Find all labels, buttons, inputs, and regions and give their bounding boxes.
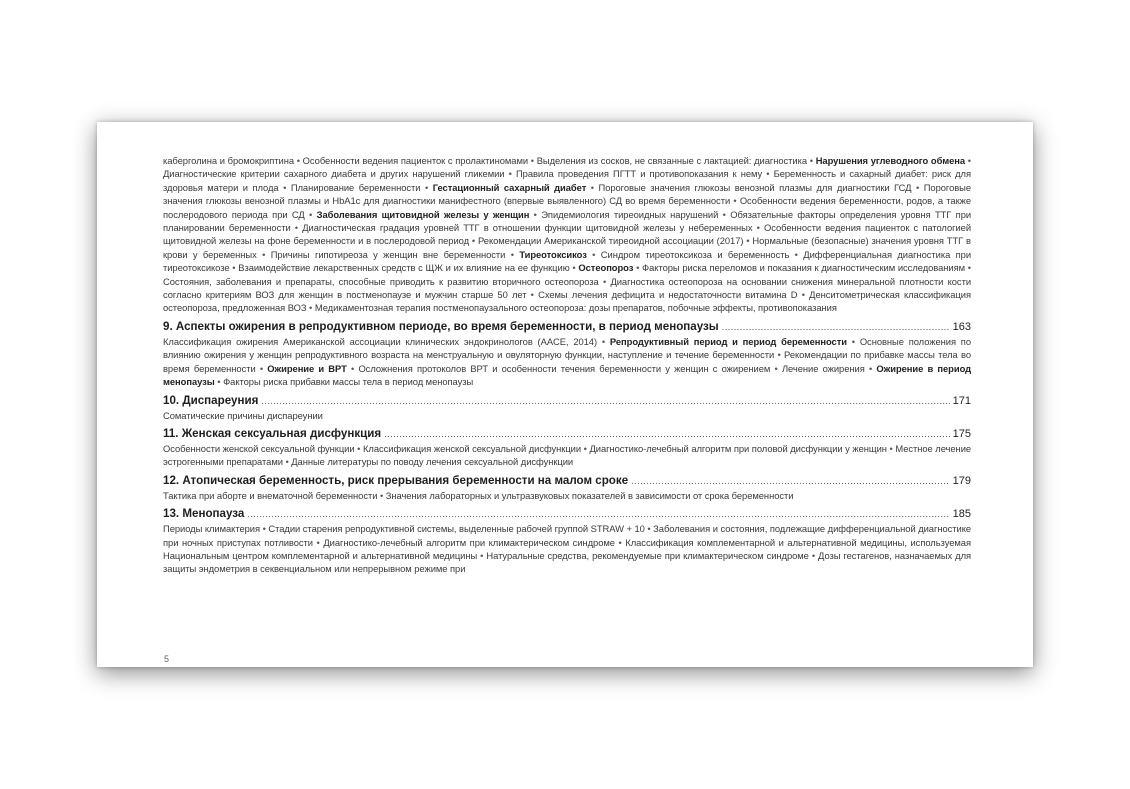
topic-item: Особенности ведения пациенток с патологией щитовидной железы на фоне беременности и в послеродовой период (163, 222, 972, 247)
topic-item: Заболевания и состояния, подлежащие дифференциальной диагностике при ночных приступах потливости (163, 523, 972, 548)
topic-item: Медикаментозная терапия постменопаузального остеопороза: дозы препаратов, побочные эффекты, противопоказания (314, 302, 837, 314)
section-heading[interactable] (163, 506, 971, 522)
bullet-separator: • (528, 155, 537, 166)
topic-item: Лечение ожирения (781, 362, 865, 374)
bullet-separator: • (477, 549, 487, 561)
topic-item: Рекомендации Американской тиреоидной ассоциации (2017) (478, 235, 744, 247)
section-page-number: 179 (952, 474, 971, 487)
bullet-separator: • (282, 456, 292, 468)
bullet-separator: • (886, 442, 896, 454)
topic-item: Осложнения протоколов ВРТ и особенности течения беременности у женщин с ожирением (358, 362, 771, 374)
bullet-separator: • (304, 208, 317, 220)
topic-item: Особенности ведения пациенток с пролактиномами (302, 155, 529, 166)
dot-leader (722, 320, 950, 335)
topic-item: Местное лечение эстрогенными препаратами (163, 442, 972, 468)
topic-item: Натуральные средства, рекомендуемые при климактерическом синдроме (486, 549, 809, 561)
bullet-separator: • (581, 442, 590, 454)
book-page (97, 122, 1033, 667)
topic-item: Классификация комплементарной и альтернативной медицины, используемая Национальным центром комплементарной и альтернативной медицины (163, 536, 971, 561)
topic-item: Причины гипотиреоза у женщин вне беременности (270, 248, 506, 260)
bullet-separator: • (214, 376, 224, 388)
topic-item: Диагностико-лечебный алгоритм при половой дисфункции у женщин (589, 442, 887, 454)
subsection-heading: Заболевания щитовидной железы у женщин (316, 208, 530, 220)
bullet-separator: • (864, 362, 877, 374)
section-page-number: 175 (952, 427, 971, 440)
bullet-separator: • (256, 248, 271, 260)
bullet-separator: • (718, 208, 731, 220)
topic-item: каберголина и бромокриптина (163, 155, 294, 166)
topic-item: Диагностика остеопороза на основании снижения минеральной плотности кости согласно критериям ВОЗ для женщин в постменопаузе и мужчин старше 50 лет (163, 275, 972, 301)
topic-item: Тактика при аборте и внематочной беременности (163, 489, 378, 501)
bullet-separator: • (505, 248, 520, 260)
bullet-separator: • (278, 181, 291, 193)
topic-item: Планирование беременности (290, 181, 421, 193)
page-number: 5 (164, 654, 170, 664)
bullet-separator: • (965, 262, 971, 274)
section-topics (163, 442, 971, 469)
section-page-number: 171 (952, 394, 971, 407)
topic-item: Дифференциальная диагностика при тиреотоксикозе (163, 248, 972, 274)
section-heading[interactable] (163, 319, 971, 335)
section-title: 11. Женская сексуальная дисфункция (163, 426, 382, 440)
topic-item: Основные положения по влиянию ожирения у женщин репродуктивного возраста на менструальную и овуляторную функции, наступление и течение беременности (163, 335, 971, 361)
table-of-contents (163, 154, 971, 576)
topic-item: Стадии старения репродуктивной системы, выделенные рабочей группой STRAW + 10 (268, 523, 645, 535)
topic-item: Схемы лечения дефицита и недостаточности витамина D (538, 289, 798, 301)
section-page-number: 163 (952, 320, 971, 333)
topic-item: Диагностические критерии сахарного диабета и других нарушений гликемии (163, 168, 505, 180)
section-title: 9. Аспекты ожирения в репродуктивном периоде, во время беременности, в период менопаузы (163, 319, 719, 333)
bullet-separator: • (911, 181, 924, 193)
section-heading[interactable] (163, 473, 971, 489)
bullet-separator: • (346, 362, 359, 374)
subsection-heading: Нарушения углеводного обмена (815, 155, 966, 166)
bullet-separator: • (377, 489, 386, 501)
topic-item: Пороговые значения глюкозы венозной плазмы и HbA1c для диагностики манифестного (впервые выявленного) СД во время беременности (163, 181, 972, 207)
section-title: 12. Атопическая беременность, риск прерывания беременности на малом сроке (163, 473, 629, 487)
dot-leader (261, 394, 949, 409)
subsection-heading: Ожирение и ВРТ (267, 362, 347, 374)
subsection-heading: Ожирение в период менопаузы (163, 362, 972, 388)
dot-leader (247, 507, 949, 522)
topic-item: Выделения из сосков, не связанные с лактацией: диагностика (536, 155, 808, 166)
bullet-separator: • (965, 155, 971, 166)
dot-leader (631, 474, 949, 489)
bullet-separator: • (770, 362, 782, 374)
bullet-separator: • (260, 523, 269, 535)
bullet-separator: • (614, 536, 626, 548)
section-page-number: 185 (952, 508, 971, 521)
bullet-separator: • (633, 262, 643, 274)
bullet-separator: • (306, 302, 315, 314)
bullet-separator: • (807, 155, 816, 166)
bullet-separator: • (808, 549, 819, 561)
topic-item: Факторы риска прибавки массы тела в период менопаузы (223, 376, 474, 388)
bullet-separator: • (598, 275, 611, 287)
section-topics (163, 522, 971, 576)
bullet-separator: • (529, 208, 542, 220)
topic-item: Классификация женской сексуальной дисфункции (363, 442, 582, 454)
bullet-separator: • (293, 155, 303, 166)
bullet-separator: • (752, 222, 765, 234)
bullet-separator: • (586, 248, 601, 260)
bullet-separator: • (290, 222, 303, 234)
topic-item: Факторы риска переломов и показания к диагностическим исследованиям (642, 262, 966, 274)
topic-item: Состояния, заболевания и препараты, способные приводить к развитию вторичного остеопороза (163, 275, 599, 287)
topic-item: Периоды климактерия (163, 523, 261, 535)
bullet-separator: • (586, 181, 599, 193)
topic-item: Особенности женской сексуальной функции (163, 442, 355, 454)
bullet-separator: • (312, 536, 324, 548)
bullet-separator: • (846, 335, 860, 347)
topic-item: Значения лабораторных и ультразвуковых показателей в зависимости от срока беременности (385, 489, 794, 501)
topic-item: Эпидемиология тиреоидных нарушений (541, 208, 719, 220)
bullet-separator: • (730, 195, 740, 207)
topic-item: Беременность и сахарный диабет: риск для здоровья матери и плода (163, 168, 971, 193)
bullet-separator: • (797, 289, 810, 301)
section-heading[interactable] (163, 393, 971, 409)
bullet-separator: • (597, 335, 610, 347)
sections-list (163, 319, 971, 576)
subsection-heading: Остеопороз (578, 262, 634, 274)
topic-item: Дозы гестагенов, назначаемых для защиты эндометрия в секвенциальном или непрерывном режиме при (163, 549, 972, 575)
bullet-separator: • (526, 289, 539, 301)
bullet-separator: • (762, 168, 774, 180)
bullet-separator: • (789, 248, 804, 260)
topic-item: Рекомендации по прибавке массы тела во время беременности (163, 349, 972, 374)
subsection-heading: Тиреотоксикоз (519, 248, 587, 260)
dot-leader (384, 427, 949, 442)
topic-item: Соматические причины диспареунии (163, 409, 323, 421)
bullet-separator: • (743, 235, 753, 247)
topic-item: Особенности ведения беременности, родов, а также послеродового периода при СД (163, 195, 972, 220)
bullet-separator: • (644, 523, 654, 535)
bullet-separator: • (469, 235, 479, 247)
topic-item: Диагностическая градация уровней ТТГ в отношении функции щитовидной железы у небеременных (302, 222, 753, 234)
topic-item: Правила проведения ПГТТ и противопоказания к нему (515, 168, 763, 180)
topic-item: Обязательные факторы определения уровня ТТГ при планировании беременности (163, 208, 972, 234)
topic-item: Данные литературы по поводу лечения сексуальной дисфункции (291, 456, 574, 468)
topic-item: Классификация ожирения Американской ассоциации клинических эндокринологов (AACE, 2014) (163, 335, 598, 347)
topic-item: Взаимодействие лекарственных средств с ЩЖ и их влияние на ее функцию (238, 262, 570, 274)
section-heading[interactable] (163, 426, 971, 442)
section-topics (163, 335, 971, 389)
bullet-separator: • (420, 181, 433, 193)
subsection-heading: Репродуктивный период и период беременности (609, 335, 847, 347)
continued-section-items (163, 154, 971, 315)
bullet-separator: • (229, 262, 239, 274)
topic-item: Синдром тиреотоксикоза и беременность (600, 248, 790, 260)
bullet-separator: • (504, 168, 516, 180)
section-topics (163, 489, 971, 502)
section-title: 10. Диспареуния (163, 393, 259, 407)
topic-item: Денситометрическая классификация остеопороза, предложенная ВОЗ (163, 289, 971, 314)
section-title: 13. Менопауза (163, 507, 245, 521)
bullet-separator: • (354, 442, 363, 454)
topic-item: Диагностико-лечебный алгоритм при климактерическом синдроме (323, 536, 615, 548)
topic-item: Пороговые значения глюкозы венозной плазмы для диагностики ГСД (598, 181, 912, 193)
bullet-separator: • (255, 362, 268, 374)
subsection-heading: Гестационный сахарный диабет (432, 181, 587, 193)
bullet-separator: • (774, 349, 785, 361)
topic-item: Нормальные (безопасные) значения уровня ТТГ в крови у беременных (163, 235, 971, 260)
section-topics (163, 409, 971, 422)
bullet-separator: • (569, 262, 579, 274)
